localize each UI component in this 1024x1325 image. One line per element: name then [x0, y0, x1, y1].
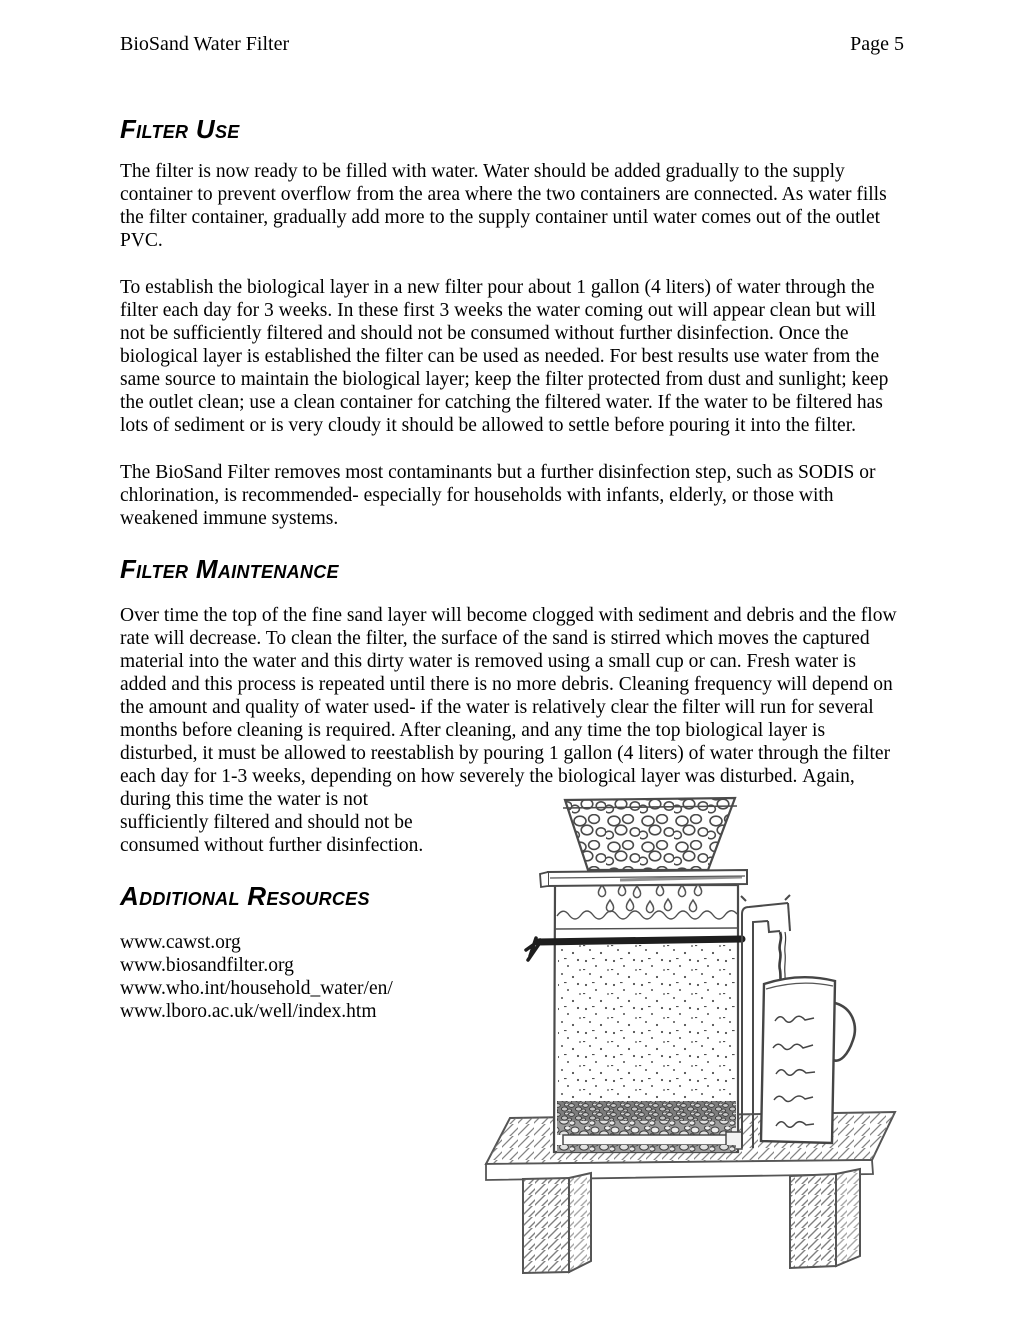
paragraph-filter-use-1: The filter is now ready to be filled with water. Water should be added gradually to the supply container to prevent overflow from the area where the two containers are connected. As water fills the filter container, gradually add more to the supply container until water comes out of the outlet PVC.	[120, 161, 887, 251]
bench-leg-left	[523, 1173, 591, 1273]
bottom-outlet-pipe	[563, 1135, 730, 1145]
resource-link: www.biosandfilter.org	[120, 955, 294, 976]
resource-link: www.cawst.org	[120, 932, 241, 953]
paragraph-text-continued: Again, during this time the water is not sufficiently filtered and should not be consumed without further disinfection.	[120, 766, 855, 856]
sand-layer	[558, 945, 735, 1101]
resource-link: www.lboro.ac.uk/well/index.htm	[120, 1001, 377, 1022]
paragraph-filter-maintenance	[120, 604, 904, 857]
section-heading-filter-use: Filter Use	[120, 114, 240, 144]
paragraph-filter-use-3: The BioSand Filter removes most contaminants but a further disinfection step, such as SODIS or chlorination, is recommended- especially for households with infants, elderly, or those with weakened immune systems.	[120, 462, 876, 529]
biosand-filter-drawing	[470, 788, 904, 1274]
paragraph-filter-use-2: To establish the biological layer in a new filter pour about 1 gallon (4 liters) of water through the filter each day for 3 weeks. In these first 3 weeks the water coming out will appear clean but will not be sufficiently filtered and should not be consumed without further disinfection. Once the biological layer is established the filter can be used as needed. For best results use water from the same source to maintain the biological layer; keep the filter protected from dust and sunlight; keep the outlet clean; use a clean container for catching the filtered water. If the water to be filtered has lots of sediment or is very cloudy it should be allowed to settle before pouring it into the filter.	[120, 277, 889, 436]
biosand-filter-illustration	[470, 788, 904, 1274]
section-heading-filter-maintenance: Filter Maintenance	[120, 554, 339, 584]
paragraph-text: Over time the top of the fine sand layer will become clogged with sediment and debris and the flow rate will decrease. To clean the filter, the surface of the sand is stirred which moves the captured material into the water and this dirty water is removed using a small cup or can. Fresh water is added and this process is repeated until there is no more debris. Cleaning frequency will depend on the amount and quality of water used- if the water is relatively clear the filter will run for several months before cleaning is required. After cleaning, and any time the top biological layer is disturbed, it must be allowed to reestablish by pouring 1 gallon (4 liters) of water through the filter each day for 1-3 weeks, depending on how severely the biological layer was disturbed.	[120, 605, 897, 787]
page-number: Page 5	[850, 33, 904, 55]
fine-gravel-layer	[557, 1101, 736, 1121]
pitcher-handle	[833, 1003, 855, 1061]
resource-link: www.who.int/household_water/en/	[120, 978, 393, 999]
gravel-layer	[557, 1121, 736, 1135]
document-title: BioSand Water Filter	[120, 33, 290, 55]
diffuser-basin	[563, 798, 737, 870]
section-heading-additional-resources: Additional Resources	[120, 881, 370, 911]
page-header	[120, 33, 904, 56]
bench-leg-right	[790, 1169, 860, 1268]
filter-container	[526, 870, 747, 1152]
strap-band	[538, 939, 742, 942]
